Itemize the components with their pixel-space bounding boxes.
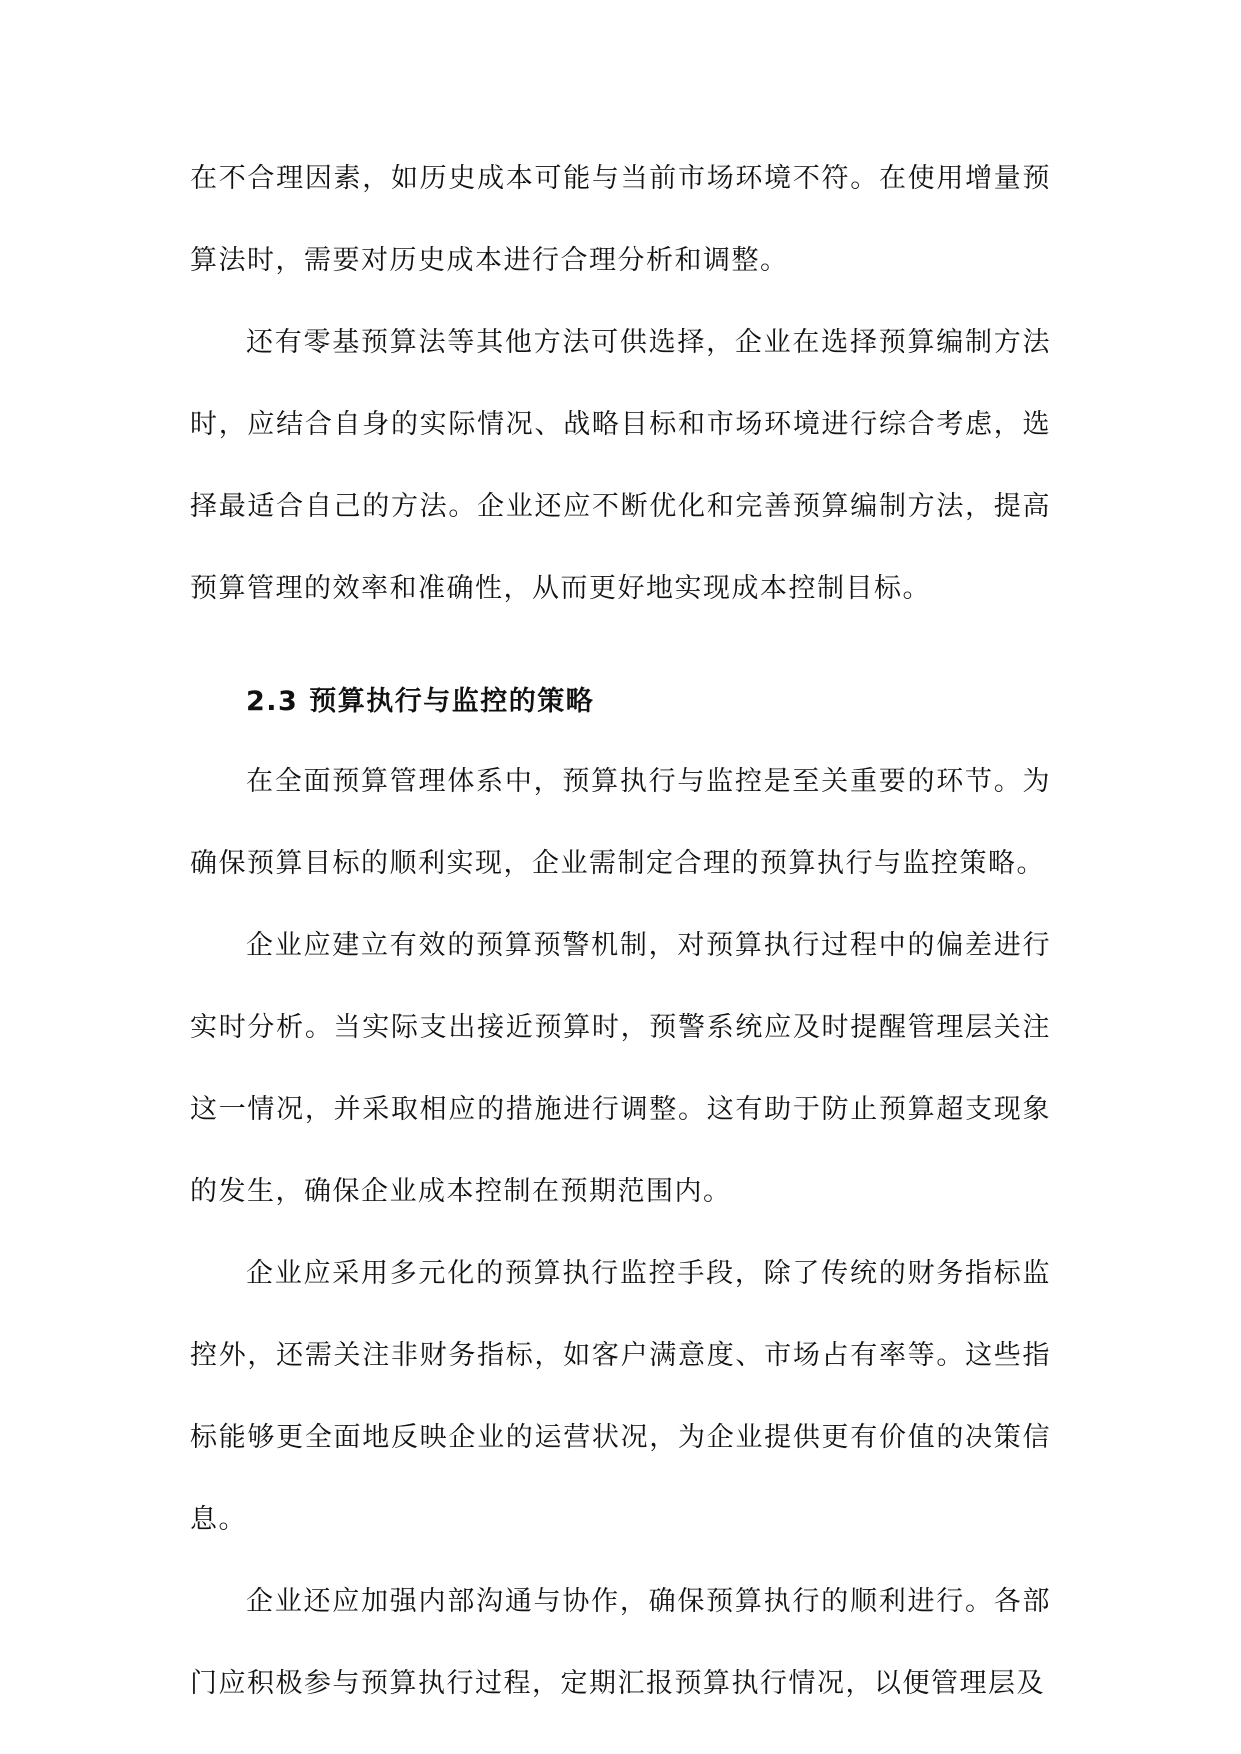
paragraph-warning-mechanism: 企业应建立有效的预算预警机制，对预算执行过程中的偏差进行实时分析。当实际支出接近预算时，预警系统应及时提醒管理层关注这一情况，并采取相应的措施进行调整。这有助于防止预算超支现象的发生，确保企业成本控制在预期范围内。 — [190, 930, 1051, 1207]
document-body — [190, 138, 1051, 1725]
section-heading: 2.3 预算执行与监控的策略 — [246, 686, 595, 717]
paragraph-internal-communication: 企业还应加强内部沟通与协作，确保预算执行的顺利进行。各部门应积极参与预算执行过程，定期汇报预算执行情况，以便管理层及 — [190, 1586, 1051, 1699]
paragraph-budget-methods: 还有零基预算法等其他方法可供选择，企业在选择预算编制方法时，应结合自身的实际情况、战略目标和市场环境进行综合考虑，选择最适合自己的方法。企业还应不断优化和完善预算编制方法，提高预算管理的效率和准确性，从而更好地实现成本控制目标。 — [190, 327, 1051, 604]
paragraph-monitoring-methods: 企业应采用多元化的预算执行监控手段，除了传统的财务指标监控外，还需关注非财务指标，如客户满意度、市场占有率等。这些指标能够更全面地反映企业的运营状况，为企业提供更有价值的决策信息。 — [190, 1258, 1051, 1535]
paragraph-execution-intro: 在全面预算管理体系中，预算执行与监控是至关重要的环节。为确保预算目标的顺利实现，企业需制定合理的预算执行与监控策略。 — [190, 766, 1051, 879]
paragraph-continued: 在不合理因素，如历史成本可能与当前市场环境不符。在使用增量预算法时，需要对历史成本进行合理分析和调整。 — [190, 163, 1051, 276]
